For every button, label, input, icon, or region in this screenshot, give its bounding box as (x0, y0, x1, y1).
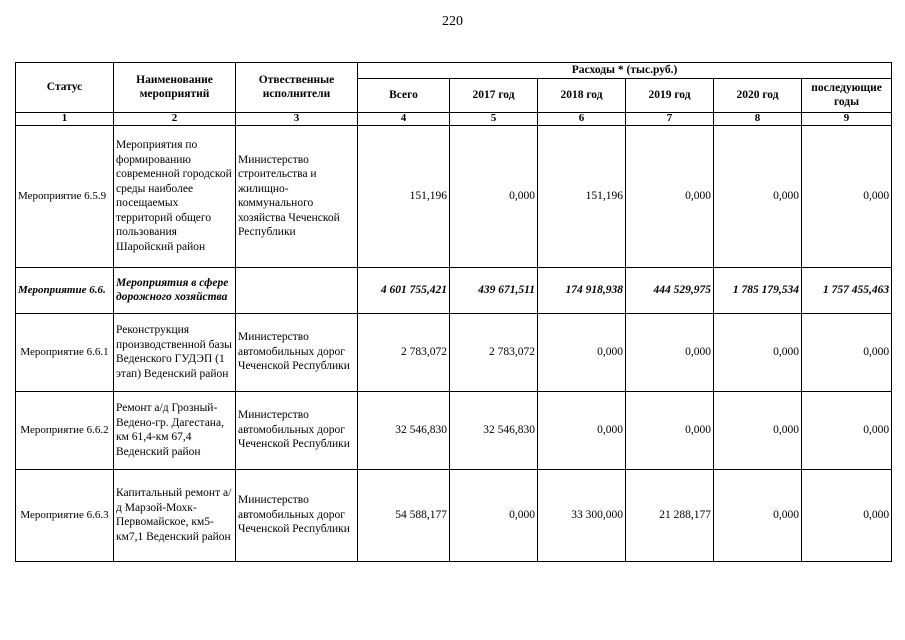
row-name: Реконструкция производственной базы Веденского ГУДЭП (1 этап) Веденский район (114, 313, 236, 391)
expenses-table (15, 62, 892, 562)
row-later: 0,000 (802, 313, 892, 391)
row-responsible: Министерство строительства и жилищно-коммунального хозяйства Чеченской Республики (236, 125, 358, 267)
row-name: Капитальный ремонт а/д Марзой-Мохк-Первомайское, км5-км7,1 Веденский район (114, 469, 236, 561)
table-row (16, 391, 892, 469)
header-2020: 2020 год (714, 78, 802, 112)
header-later: последующие годы (802, 78, 892, 112)
table-row (16, 313, 892, 391)
header-total: Всего (358, 78, 450, 112)
row-status: Мероприятие 6.5.9 (16, 125, 114, 267)
row-responsible: Министерство автомобильных дорог Чеченской Республики (236, 313, 358, 391)
row-later: 0,000 (802, 391, 892, 469)
row-2018: 0,000 (538, 313, 626, 391)
row-2020: 0,000 (714, 391, 802, 469)
row-later: 0,000 (802, 469, 892, 561)
row-2020: 0,000 (714, 469, 802, 561)
table-row (16, 469, 892, 561)
row-name: Ремонт а/д Грозный-Ведено-гр. Дагестана, км 61,4-км 67,4 Веденский район (114, 391, 236, 469)
row-2017: 32 546,830 (450, 391, 538, 469)
column-number: 6 (538, 112, 626, 125)
row-2017: 0,000 (450, 125, 538, 267)
header-2018: 2018 год (538, 78, 626, 112)
column-number: 3 (236, 112, 358, 125)
header-expenses: Расходы * (тыс.руб.) (358, 63, 892, 79)
column-number: 9 (802, 112, 892, 125)
row-2018: 151,196 (538, 125, 626, 267)
row-2019: 444 529,975 (626, 267, 714, 313)
row-status: Мероприятие 6.6. (16, 267, 114, 313)
row-later: 0,000 (802, 125, 892, 267)
row-2019: 0,000 (626, 125, 714, 267)
header-2017: 2017 год (450, 78, 538, 112)
row-2020: 0,000 (714, 313, 802, 391)
table-row (16, 267, 892, 313)
header-name: Наименование мероприятий (114, 63, 236, 113)
row-2020: 0,000 (714, 125, 802, 267)
column-number: 1 (16, 112, 114, 125)
row-status: Мероприятие 6.6.1 (16, 313, 114, 391)
row-total: 2 783,072 (358, 313, 450, 391)
row-2019: 0,000 (626, 313, 714, 391)
row-2018: 33 300,000 (538, 469, 626, 561)
row-name: Мероприятия по формированию современной городской среды наиболее посещаемых территорий общего пользования Шаройский район (114, 125, 236, 267)
header-status: Статус (16, 63, 114, 113)
row-2020: 1 785 179,534 (714, 267, 802, 313)
table-row (16, 125, 892, 267)
column-number: 4 (358, 112, 450, 125)
column-number: 8 (714, 112, 802, 125)
row-responsible (236, 267, 358, 313)
row-total: 54 588,177 (358, 469, 450, 561)
row-2017: 2 783,072 (450, 313, 538, 391)
header-2019: 2019 год (626, 78, 714, 112)
row-later: 1 757 455,463 (802, 267, 892, 313)
row-total: 4 601 755,421 (358, 267, 450, 313)
row-total: 32 546,830 (358, 391, 450, 469)
row-responsible: Министерство автомобильных дорог Чеченской Республики (236, 391, 358, 469)
page-number: 220 (442, 14, 463, 29)
column-number: 5 (450, 112, 538, 125)
row-total: 151,196 (358, 125, 450, 267)
header-responsible: Отвественные исполнители (236, 63, 358, 113)
column-number: 2 (114, 112, 236, 125)
row-2018: 0,000 (538, 391, 626, 469)
row-2019: 21 288,177 (626, 469, 714, 561)
row-2018: 174 918,938 (538, 267, 626, 313)
row-2017: 439 671,511 (450, 267, 538, 313)
row-2019: 0,000 (626, 391, 714, 469)
row-status: Мероприятие 6.6.2 (16, 391, 114, 469)
column-number: 7 (626, 112, 714, 125)
row-status: Мероприятие 6.6.3 (16, 469, 114, 561)
row-name: Мероприятия в сфере дорожного хозяйства (114, 267, 236, 313)
row-responsible: Министерство автомобильных дорог Чеченской Республики (236, 469, 358, 561)
row-2017: 0,000 (450, 469, 538, 561)
